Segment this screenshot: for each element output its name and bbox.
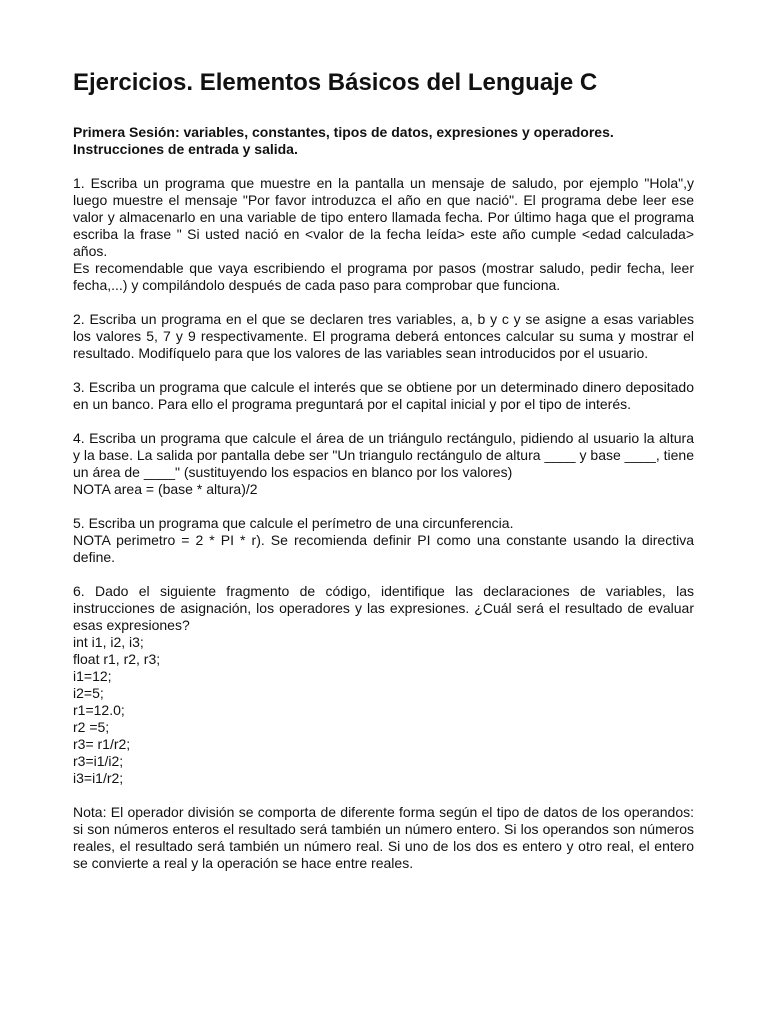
code-line: i2=5; xyxy=(73,685,104,701)
exercise-6 xyxy=(73,583,694,872)
exercise-3 xyxy=(73,379,694,413)
code-line: float r1, r2, r3; xyxy=(73,651,161,667)
code-line: i3=i1/r2; xyxy=(73,770,124,786)
exercise-3-text: 3. Escriba un programa que calcule el interés que se obtiene por un determinado dinero depositado en un banco. Para ello el programa preguntará por el capital inicial y por el tipo de interés. xyxy=(73,379,694,412)
exercise-5 xyxy=(73,515,694,566)
exercise-5-text: 5. Escriba un programa que calcule el perímetro de una circunferencia. xyxy=(73,515,514,531)
exercise-5-note: NOTA perimetro = 2 * PI * r). Se recomienda definir PI como una constante usando la directiva define. xyxy=(73,532,694,565)
exercise-2 xyxy=(73,311,694,362)
session-heading-line-1: Primera Sesión: variables, constantes, tipos de datos, expresiones y operadores. xyxy=(73,124,614,140)
code-line: r3= r1/r2; xyxy=(73,736,131,752)
code-fragment xyxy=(73,634,694,787)
code-line: r1=12.0; xyxy=(73,702,125,718)
exercise-1 xyxy=(73,175,694,294)
exercise-2-text: 2. Escriba un programa en el que se declaren tres variables, a, b y c y se asigne a esas variables los valores 5, 7 y 9 respectivamente. El programa deberá entonces calcular su suma y mostrar el resultado. Modifíquelo para que los valores de las variables sean introducidos por el usuario. xyxy=(73,311,694,361)
code-line: int i1, i2, i3; xyxy=(73,634,144,650)
exercise-4-text: 4. Escriba un programa que calcule el área de un triángulo rectángulo, pidiendo al usuario la altura y la base. La salida por pantalla debe ser "Un triangulo rectángulo de altura ____ y base ____, tiene un área de ____" (sustituyendo los espacios en blanco por los valores) xyxy=(73,430,694,480)
exercise-1-recommendation: Es recomendable que vaya escribiendo el programa por pasos (mostrar saludo, pedir fecha, leer fecha,...) y compilándolo después de cada paso para comprobar que funciona. xyxy=(73,260,694,293)
exercise-list xyxy=(73,175,694,889)
code-line: i1=12; xyxy=(73,668,112,684)
exercise-4-note: NOTA area = (base * altura)/2 xyxy=(73,481,258,497)
exercise-1-text: 1. Escriba un programa que muestre en la pantalla un mensaje de saludo, por ejemplo "Hola",y luego muestre el mensaje "Por favor introduzca el año en que nació". El programa debe leer ese valor y almacenarlo en una variable de tipo entero llamada fecha. Por último haga que el programa escriba la frase " Si usted nació en <valor de la fecha leída> este año cumple <edad calculada> años. xyxy=(73,175,694,259)
session-heading xyxy=(73,124,694,158)
exercise-4 xyxy=(73,430,694,498)
code-line: r2 =5; xyxy=(73,719,110,735)
exercise-6-text: 6. Dado el siguiente fragmento de código, identifique las declaraciones de variables, las instrucciones de asignación, los operadores y las expresiones. ¿Cuál será el resultado de evaluar esas expresiones? xyxy=(73,583,694,633)
division-note: Nota: El operador división se comporta de diferente forma según el tipo de datos de los operandos: si son números enteros el resultado será también un número entero. Si los operandos son números reales, el resultado será también un número real. Si uno de los dos es entero y otro real, el entero se convierte a real y la operación se hace entre reales. xyxy=(73,804,694,871)
session-heading-line-2: Instrucciones de entrada y salida. xyxy=(73,141,298,157)
document-title: Ejercicios. Elementos Básicos del Lenguaje C xyxy=(73,69,598,96)
code-line: r3=i1/i2; xyxy=(73,753,124,769)
